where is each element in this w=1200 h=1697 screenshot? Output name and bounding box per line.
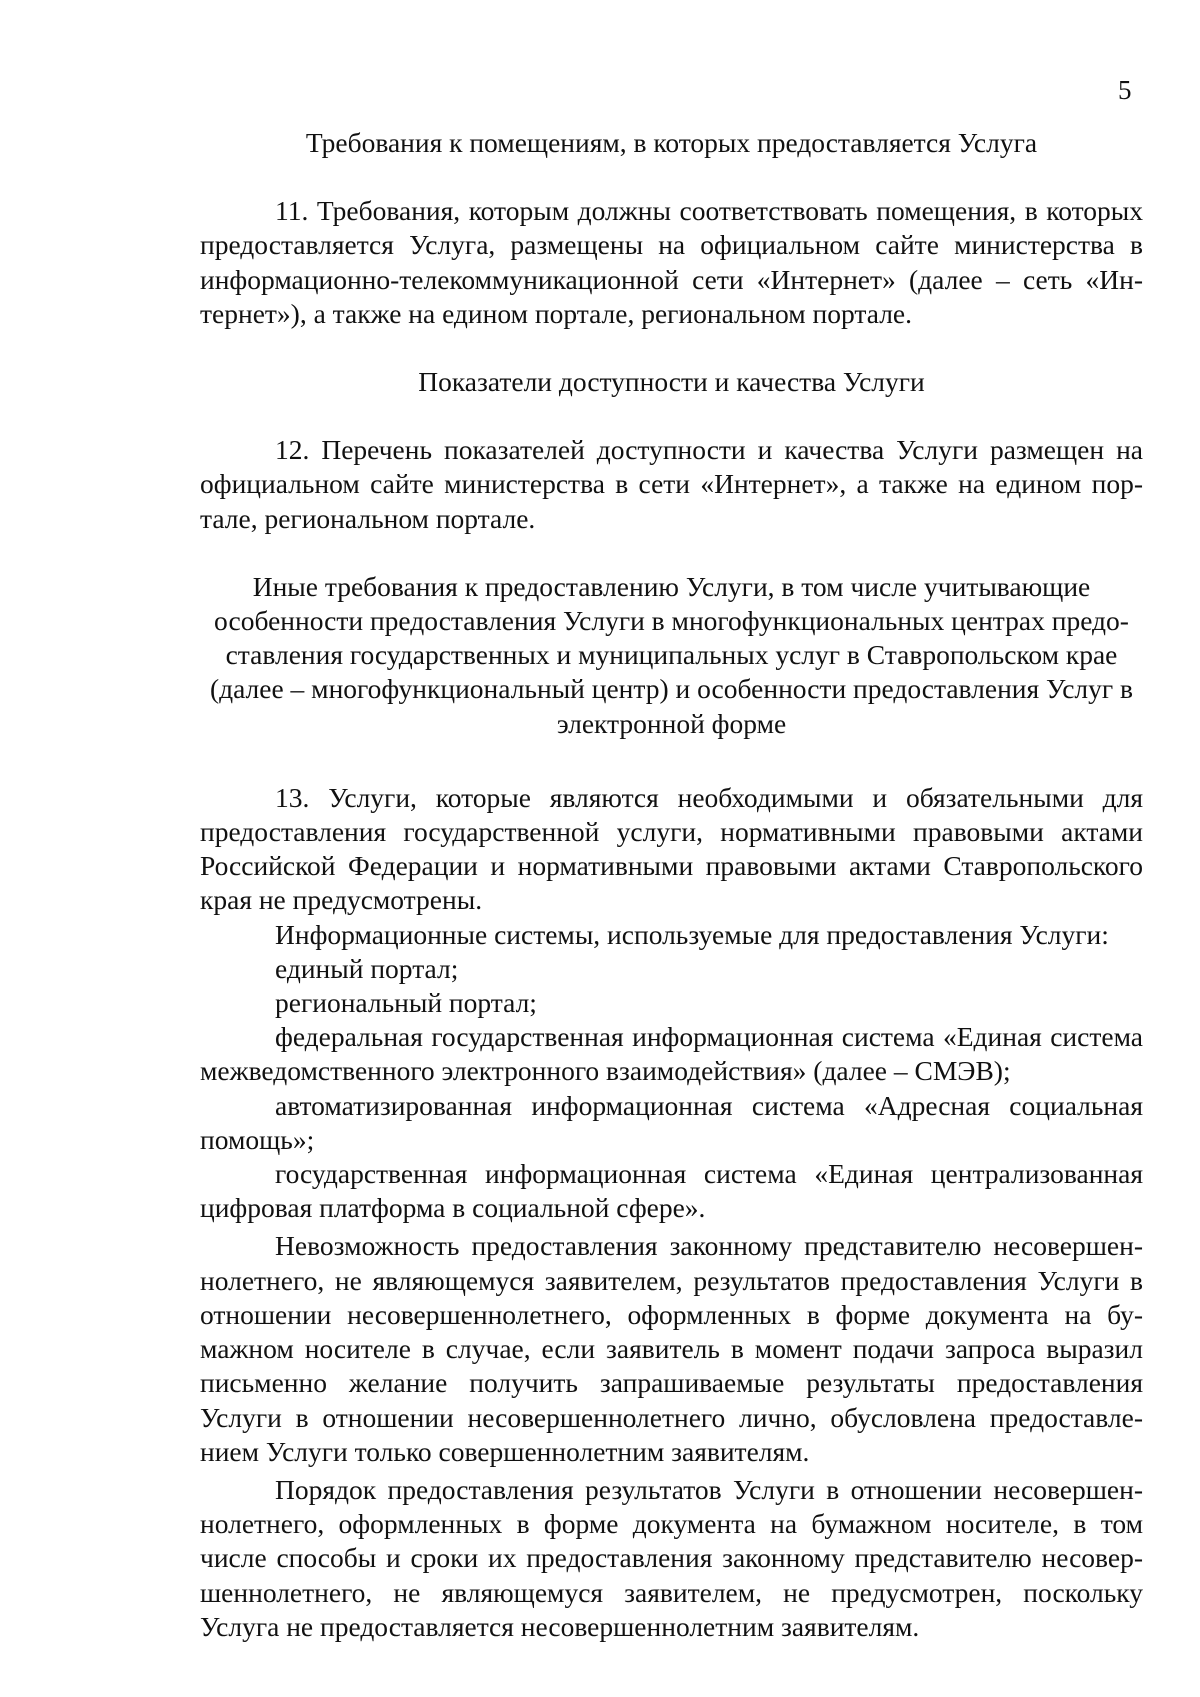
system-item-digital-platform: государственная информационная система «Единая централизованная цифровая платформа в социальной сфере». bbox=[200, 1158, 1143, 1224]
heading-premises-requirements: Требования к помещениям, в которых предоставляется Услуга bbox=[305, 127, 1038, 158]
system-item-smev: федеральная государственная информационная система «Единая система межведомственного электронного взаимодействия» (далее – СМЭВ); bbox=[200, 1021, 1143, 1087]
paragraph-12: 12. Перечень показателей доступности и качества Услуги размещен на официальном сайте министерства в сети «Интернет», а также на едином портале, региональном портале. bbox=[200, 434, 1143, 534]
systems-intro: Информационные системы, используемые для предоставления Услуги: bbox=[275, 918, 1109, 950]
heading-accessibility-indicators: Показатели доступности и качества Услуги bbox=[418, 366, 925, 398]
paragraph-13: 13. Услуги, которые являются необходимыми и обязательными для предоставления государственной услуги, нормативными правовыми актами Российской Федерации и нормативными правовыми актами Ставропольского края не предусмотрены. bbox=[200, 781, 1143, 916]
system-item-regional-portal: региональный портал; bbox=[275, 987, 537, 1019]
paragraph-impossibility: Невозможность предоставления законному представителю несовершеннолетнего, не являющемуся заявителем, результатов предоставления Услуги в отношении несовершеннолетнего, оформленных в форме документа на бумажном носителе в случае, если заявитель в момент подачи запроса выразил письменно желание получить запрашиваемые результаты предоставления Услуги в отношении несовершеннолетнего лично, обусловлена предоставлением Услуги только совершеннолетним заявителям. bbox=[200, 1230, 1143, 1467]
system-item-unified-portal: единый портал; bbox=[275, 952, 459, 984]
page-number: 5 bbox=[1118, 75, 1132, 105]
document-body bbox=[200, 126, 1143, 1644]
heading-other-requirements: Иные требования к предоставлению Услуги, в том числе учитывающие особенности предоставления Услуги в многофункциональных центрах предоставления государственных и муниципальных услуг в Ставропольском крае (далее – многофункциональный центр) и особенности предоставления Услуг в электронной форме bbox=[209, 570, 1134, 739]
paragraph-11: 11. Требования, которым должны соответствовать помещения, в которых предоставляется Услуга, размещены на официальном сайте министерства в информационно-телекоммуникационной сети «Интернет» (далее – сеть «Интернет»), а также на едином портале, региональном портале. bbox=[200, 195, 1143, 329]
system-item-social-aid: автоматизированная информационная система «Адресная социальная помощь»; bbox=[200, 1089, 1143, 1155]
paragraph-order: Порядок предоставления результатов Услуги в отношении несовершеннолетнего, оформленных в форме документа на бумажном носителе, в том числе способы и сроки их предоставления законному представителю несовершеннолетнего, не являющемуся заявителем, не предусмотрен, поскольку Услуга не предоставляется несовершеннолетним заявителям. bbox=[200, 1473, 1143, 1642]
